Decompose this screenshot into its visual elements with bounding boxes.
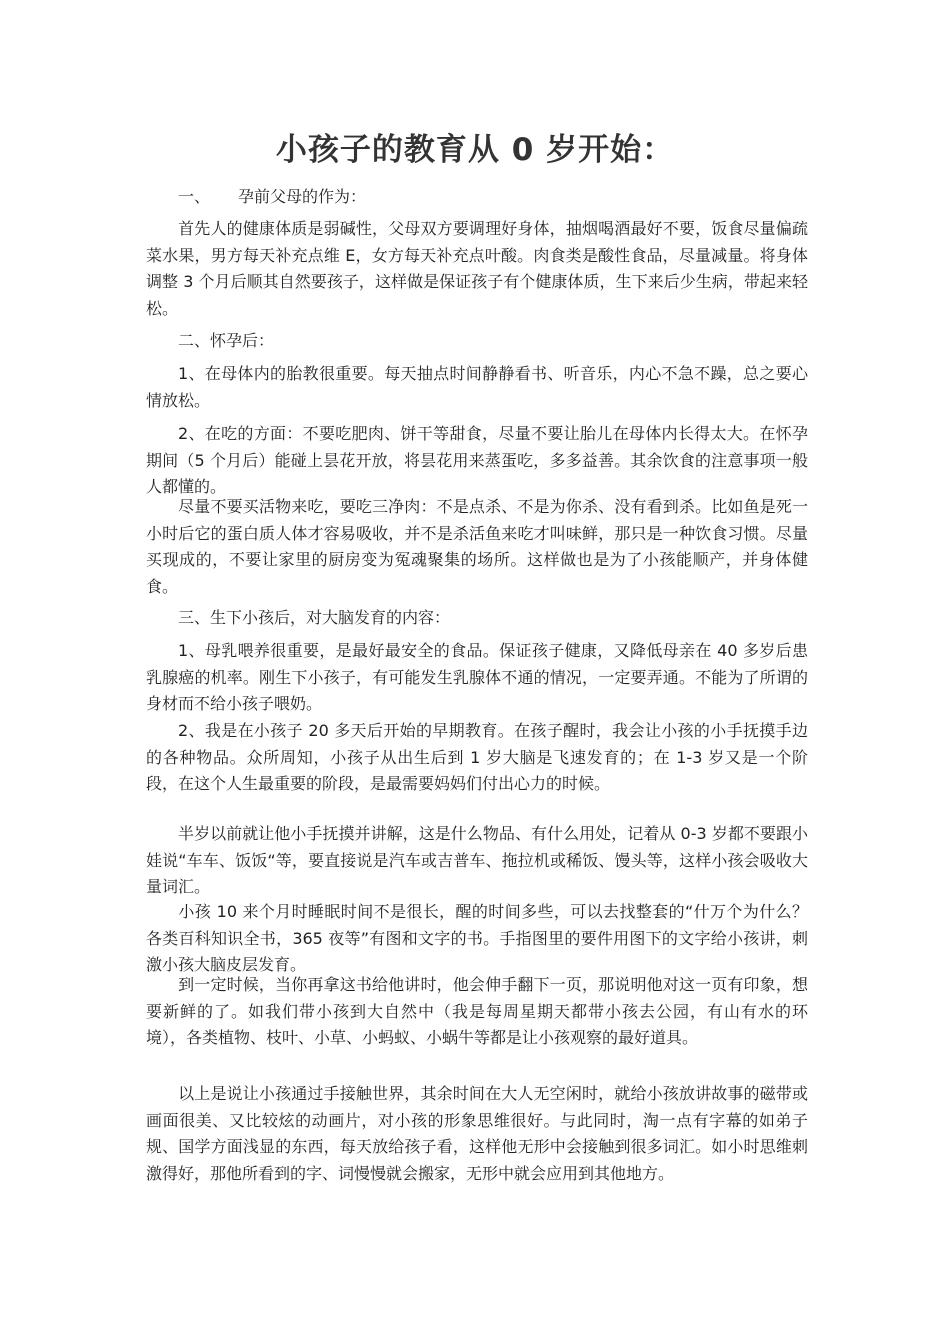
document-title: 小孩子的教育从 0 岁开始： xyxy=(275,132,675,168)
paragraph-text: 尽量不要买活物来吃，要吃三净肉：不是点杀、不是为你杀、没有看到杀。比如鱼是死一小时后它的蛋白质人体才容易吸收，并不是杀活鱼来吃才叫味鲜，那只是一种饮食习惯。尽量买现成的，不要让家里的厨房变为冤魂聚集的场所。这样做也是为了小孩能顺产，并身体健食。 xyxy=(146,497,808,596)
paragraph-text: 小孩 10 来个月时睡眠时间不是很长，醒的时间多些，可以去找整套的“什万个为什么？各类百科知识全书，365 夜等”有图和文字的书。手指图里的要件用图下的文字给小孩讲，刺激小孩大脑皮层发育。 xyxy=(146,902,808,974)
paragraph xyxy=(146,421,808,501)
paragraph xyxy=(146,361,808,414)
paragraph xyxy=(146,638,808,718)
paragraph xyxy=(146,972,808,1052)
paragraph-text: 1、母乳喂养很重要，是最好最安全的食品。保证孩子健康，又降低母亲在 40 多岁后患乳腺癌的机率。刚生下小孩子，有可能发生乳腺体不通的情况，一定要弄通。不能为了所谓的身材而不给小孩子喂奶。 xyxy=(146,641,808,713)
section-title-1: 孕前父母的作为： xyxy=(238,187,367,206)
paragraph xyxy=(146,1081,808,1187)
paragraph-text: 半岁以前就让他小手抚摸并讲解，这是什么物品、有什么用处，记着从 0-3 岁都不要跟小娃说“车车、饭饭“等，要直接说是汽车或吉普车、拖拉机或稀饭、馒头等，这样小孩会吸收大量词汇。 xyxy=(146,824,808,896)
section-number-1: 一、 xyxy=(178,187,211,206)
paragraph-text: 到一定时候，当你再拿这书给他讲时，他会伸手翻下一页，那说明他对这一页有印象，想要新鲜的了。如我们带小孩到大自然中（我是每周星期天都带小孩去公园，有山有水的环境），各类植物、枝叶、小草、小蚂蚁、小蜗牛等都是让小孩观察的最好道具。 xyxy=(146,975,808,1047)
section-heading-3: 三、生下小孩后，对大脑发育的内容： xyxy=(178,608,451,627)
paragraph xyxy=(146,899,808,979)
paragraph xyxy=(146,821,808,901)
paragraph xyxy=(146,494,808,600)
paragraph-text: 2、在吃的方面：不要吃肥肉、饼干等甜食，尽量不要让胎儿在母体内长得太大。在怀孕期间（5 个月后）能碰上昙花开放，将昙花用来蒸蛋吃，多多益善。其余饮食的注意事项一般人都懂的。 xyxy=(146,424,808,496)
section-heading-2: 二、怀孕后： xyxy=(178,331,275,350)
paragraph-text: 1、在母体内的胎教很重要。每天抽点时间静静看书、听音乐，内心不急不躁，总之要心情放松。 xyxy=(146,364,808,410)
paragraph xyxy=(146,216,808,322)
section-heading-1 xyxy=(178,184,366,210)
paragraph-text: 2、我是在小孩子 20 多天后开始的早期教育。在孩子醒时，我会让小孩的小手抚摸手边的各种物品。众所周知，小孩子从出生后到 1 岁大脑是飞速发育的；在 1-3 岁又是一个阶段，在这个人生最重要的阶段，是最需要妈妈们付出心力的时候。 xyxy=(146,721,808,793)
paragraph xyxy=(146,718,808,798)
paragraph-text: 首先人的健康体质是弱碱性，父母双方要调理好身体，抽烟喝酒最好不要，饭食尽量偏疏菜水果，男方每天补充点维 E，女方每天补充点叶酸。肉食类是酸性食品，尽量减量。将身体调整 3 个月后顺其自然要孩子，这样做是保证孩子有个健康体质，生下来后少生病，带起来轻松。 xyxy=(146,219,808,318)
paragraph-text: 以上是说让小孩通过手接触世界，其余时间在大人无空闲时，就给小孩放讲故事的磁带或画面很美、又比较炫的动画片，对小孩的形象思维很好。与此同时，淘一点有字幕的如弟子规、国学方面浅显的东西，每天放给孩子看，这样他无形中会接触到很多词汇。如小时思维刺激得好，那他所看到的字、词慢慢就会搬家，无形中就会应用到其他地方。 xyxy=(146,1084,808,1183)
